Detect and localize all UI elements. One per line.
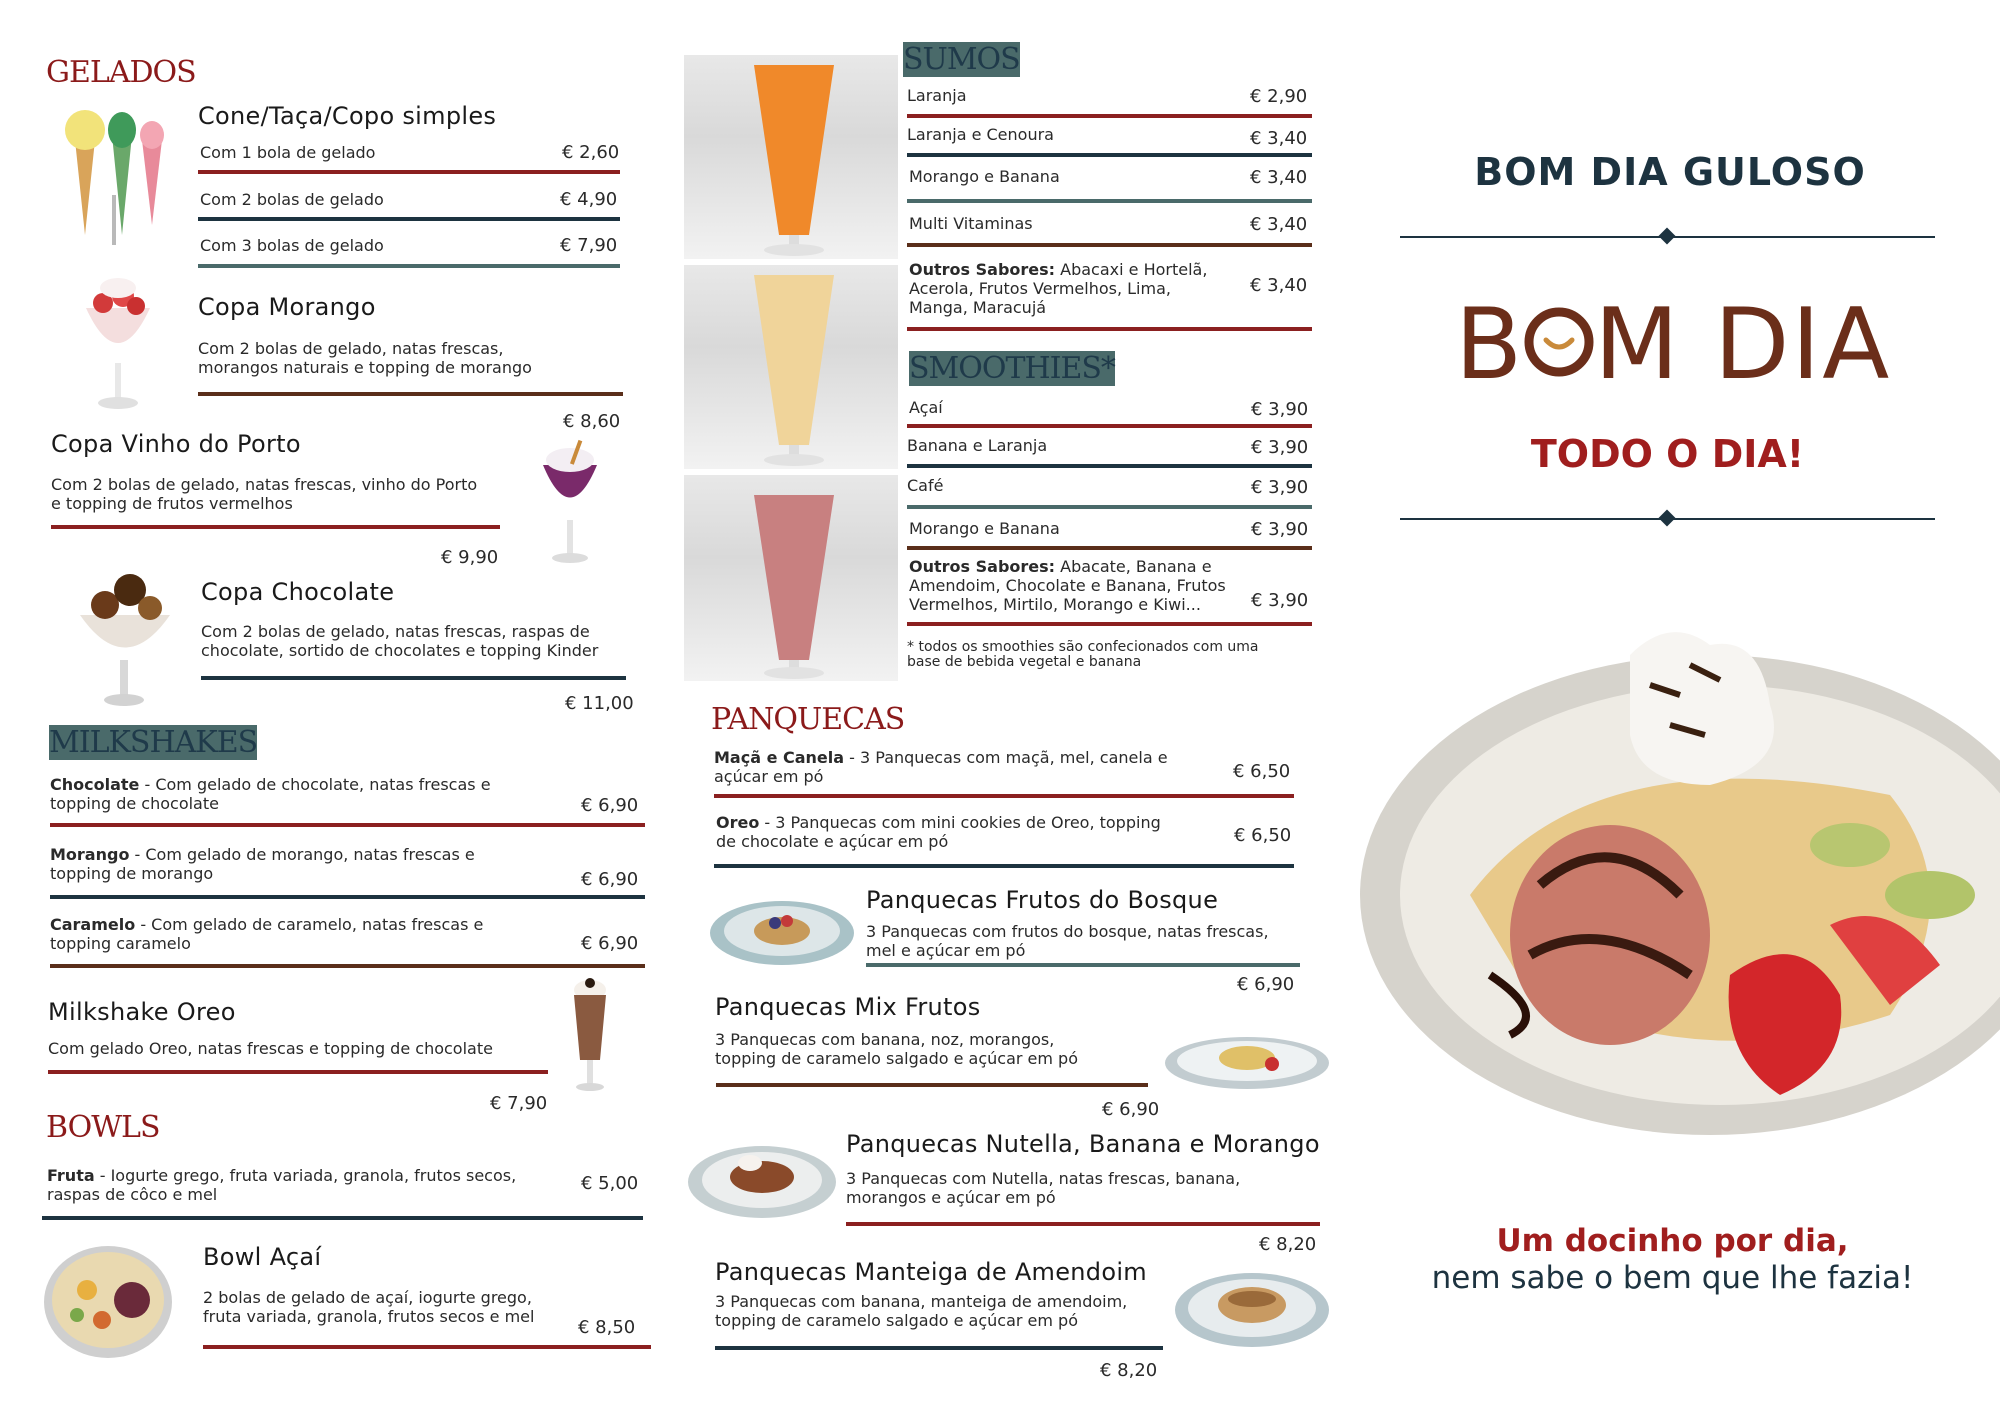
smoothies-outros: Outros Sabores: Abacate, Banana e Amendoim, Chocolate e Banana, Frutos Vermelhos, Mirtilo, Morango e Kiwi... bbox=[909, 557, 1226, 614]
divider bbox=[201, 676, 626, 680]
divider bbox=[907, 153, 1312, 157]
copa-chocolate-desc: Com 2 bolas de gelado, natas frescas, raspas de chocolate, sortido de chocolates e topping Kinder bbox=[201, 622, 599, 660]
divider bbox=[846, 1222, 1320, 1226]
simple-row-price: € 7,90 bbox=[560, 235, 618, 256]
panqueca-bosque-image bbox=[707, 893, 857, 968]
copa-chocolate-image bbox=[75, 560, 175, 710]
brand-header: BOM DIA GULOSO bbox=[1474, 150, 1866, 194]
simple-row-price: € 4,90 bbox=[560, 189, 618, 210]
panqueca-maca-price: € 6,50 bbox=[1233, 761, 1291, 782]
bowl-acai-title: Bowl Açaí bbox=[203, 1243, 322, 1271]
divider bbox=[51, 525, 500, 529]
milkshake-price: € 6,90 bbox=[581, 933, 639, 954]
sumo-label: Morango e Banana bbox=[909, 167, 1060, 186]
copa-porto-image bbox=[535, 435, 605, 570]
panqueca-bosque-desc: 3 Panquecas com frutos do bosque, natas frescas, mel e açúcar em pó bbox=[866, 922, 1269, 960]
copa-porto-desc: Com 2 bolas de gelado, natas frescas, vinho do Porto e topping de frutos vermelhos bbox=[51, 475, 478, 513]
copa-morango-desc: Com 2 bolas de gelado, natas frescas, morangos naturais e topping de morango bbox=[198, 339, 532, 377]
panqueca-mix-title: Panquecas Mix Frutos bbox=[715, 993, 981, 1021]
divider bbox=[907, 199, 1312, 203]
sumo-label: Multi Vitaminas bbox=[909, 214, 1033, 233]
divider bbox=[715, 1346, 1163, 1350]
sumo-label: Laranja bbox=[907, 86, 967, 105]
brand-logo: B M DIA bbox=[1455, 288, 1892, 402]
bowl-acai-price: € 8,50 bbox=[578, 1317, 636, 1338]
panqueca-nutella-price: € 8,20 bbox=[1259, 1234, 1317, 1255]
sumos-outros: Outros Sabores: Abacaxi e Hortelã, Acerola, Frutos Vermelhos, Lima, Manga, Maracujá bbox=[909, 260, 1208, 317]
milkshake-item: Chocolate - Com gelado de chocolate, natas frescas e topping de chocolate bbox=[50, 775, 491, 813]
smoothie-price: € 3,90 bbox=[1251, 477, 1309, 498]
bowl-acai-desc: 2 bolas de gelado de açaí, iogurte grego, fruta variada, granola, frutos secos e mel bbox=[203, 1288, 535, 1326]
panqueca-mix-price: € 6,90 bbox=[1102, 1099, 1160, 1120]
sumo-label: Laranja e Cenoura bbox=[907, 125, 1054, 144]
sumo-price: € 3,40 bbox=[1250, 167, 1308, 188]
divider bbox=[866, 963, 1300, 967]
slogan-line-2: nem sabe o bem que lhe fazia! bbox=[1431, 1260, 1914, 1296]
smoothie-label: Açaí bbox=[909, 398, 943, 417]
divider bbox=[907, 546, 1312, 550]
bowl-fruta-desc: Fruta - Iogurte grego, fruta variada, granola, frutos secos, raspas de côco e mel bbox=[47, 1166, 517, 1204]
panqueca-nutella-image bbox=[686, 1137, 838, 1222]
divider bbox=[907, 327, 1312, 331]
copa-morango-price: € 8,60 bbox=[563, 411, 621, 432]
milkshake-oreo-title: Milkshake Oreo bbox=[48, 998, 236, 1026]
berry-smoothie-photo bbox=[684, 475, 898, 681]
smoothie-label: Banana e Laranja bbox=[907, 436, 1048, 455]
ice-cream-cones-image bbox=[50, 95, 175, 245]
panqueca-maca: Maçã e Canela - 3 Panquecas com maçã, mel, canela e açúcar em pó bbox=[714, 748, 1168, 786]
slogan-line-1: Um docinho por dia, bbox=[1496, 1223, 1849, 1259]
panqueca-manteiga-price: € 8,20 bbox=[1100, 1360, 1158, 1381]
simple-row-label: Com 2 bolas de gelado bbox=[200, 190, 384, 209]
divider bbox=[714, 794, 1294, 798]
divider bbox=[203, 1345, 651, 1349]
bowls-title: BOWLS bbox=[46, 1110, 160, 1145]
ornament-diamond bbox=[1659, 510, 1676, 527]
panqueca-mix-image bbox=[1162, 1028, 1332, 1093]
smile-o-icon bbox=[1524, 302, 1594, 384]
divider bbox=[50, 895, 645, 899]
divider bbox=[50, 823, 645, 827]
milkshake-item: Caramelo - Com gelado de caramelo, natas frescas e topping caramelo bbox=[50, 915, 484, 953]
milkshakes-title: MILKSHAKES bbox=[49, 725, 258, 760]
divider bbox=[198, 170, 620, 174]
copa-porto-title: Copa Vinho do Porto bbox=[51, 430, 301, 458]
smoothie-price: € 3,90 bbox=[1251, 437, 1309, 458]
copa-morango-image bbox=[78, 268, 158, 418]
divider bbox=[42, 1216, 643, 1220]
panqueca-manteiga-title: Panquecas Manteiga de Amendoim bbox=[715, 1258, 1147, 1286]
crepe-ice-cream-photo bbox=[1330, 595, 2000, 1155]
milkshake-price: € 6,90 bbox=[581, 795, 639, 816]
panqueca-manteiga-image bbox=[1172, 1265, 1332, 1350]
copa-chocolate-price: € 11,00 bbox=[565, 693, 634, 714]
sumo-price: € 3,40 bbox=[1250, 128, 1308, 149]
divider bbox=[907, 424, 1312, 428]
copa-chocolate-title: Copa Chocolate bbox=[201, 578, 395, 606]
milkshake-oreo-desc: Com gelado Oreo, natas frescas e topping de chocolate bbox=[48, 1039, 493, 1058]
panqueca-bosque-title: Panquecas Frutos do Bosque bbox=[866, 886, 1219, 914]
divider bbox=[907, 464, 1312, 468]
panquecas-title: PANQUECAS bbox=[711, 702, 905, 737]
divider bbox=[907, 114, 1312, 118]
divider bbox=[50, 964, 645, 968]
panqueca-nutella-desc: 3 Panquecas com Nutella, natas frescas, banana, morangos e açúcar em pó bbox=[846, 1169, 1241, 1207]
simple-row-label: Com 1 bola de gelado bbox=[200, 143, 376, 162]
gelados-title: GELADOS bbox=[46, 55, 196, 90]
copa-porto-price: € 9,90 bbox=[441, 547, 499, 568]
smoothie-price: € 3,90 bbox=[1251, 519, 1309, 540]
sumo-price: € 2,90 bbox=[1250, 86, 1308, 107]
banana-smoothie-photo bbox=[684, 265, 898, 469]
smoothies-note: * todos os smoothies são confecionados com uma base de bebida vegetal e banana bbox=[907, 639, 1259, 670]
panqueca-nutella-title: Panquecas Nutella, Banana e Morango bbox=[846, 1130, 1320, 1158]
smoothies-outros-price: € 3,90 bbox=[1251, 590, 1309, 611]
sumos-title: SUMOS bbox=[903, 42, 1020, 77]
sumos-outros-price: € 3,40 bbox=[1250, 275, 1308, 296]
milkshake-item: Morango - Com gelado de morango, natas frescas e topping de morango bbox=[50, 845, 475, 883]
panqueca-manteiga-desc: 3 Panquecas com banana, manteiga de amendoim, topping de caramelo salgado e açúcar em pó bbox=[715, 1292, 1128, 1330]
bowl-fruta-price: € 5,00 bbox=[581, 1173, 639, 1194]
panqueca-bosque-price: € 6,90 bbox=[1237, 974, 1295, 995]
divider bbox=[716, 1083, 1148, 1087]
smoothie-label: Morango e Banana bbox=[909, 519, 1060, 538]
milkshake-oreo-price: € 7,90 bbox=[490, 1093, 548, 1114]
bowl-acai-image bbox=[42, 1240, 177, 1360]
simple-row-label: Com 3 bolas de gelado bbox=[200, 236, 384, 255]
divider bbox=[48, 1070, 548, 1074]
simple-row-price: € 2,60 bbox=[562, 142, 620, 163]
divider bbox=[714, 864, 1294, 868]
divider bbox=[907, 505, 1312, 509]
smoothie-label: Café bbox=[907, 476, 944, 495]
milkshake-price: € 6,90 bbox=[581, 869, 639, 890]
panqueca-oreo: Oreo - 3 Panquecas com mini cookies de Oreo, topping de chocolate e açúcar em pó bbox=[716, 813, 1161, 851]
panqueca-mix-desc: 3 Panquecas com banana, noz, morangos, topping de caramelo salgado e açúcar em pó bbox=[715, 1030, 1078, 1068]
panqueca-oreo-price: € 6,50 bbox=[1234, 825, 1292, 846]
brand-tagline: TODO O DIA! bbox=[1530, 432, 1805, 476]
divider bbox=[907, 622, 1312, 626]
ornament-diamond bbox=[1659, 228, 1676, 245]
divider bbox=[198, 217, 620, 221]
divider bbox=[198, 264, 620, 268]
divider bbox=[907, 243, 1312, 247]
orange-juice-photo bbox=[684, 55, 898, 259]
copa-morango-title: Copa Morango bbox=[198, 293, 376, 321]
smoothie-price: € 3,90 bbox=[1251, 399, 1309, 420]
simple-title: Cone/Taça/Copo simples bbox=[198, 102, 497, 130]
smoothies-title: SMOOTHIES* bbox=[909, 351, 1115, 386]
divider bbox=[198, 392, 623, 396]
milkshake-oreo-image bbox=[560, 975, 620, 1100]
sumo-price: € 3,40 bbox=[1250, 214, 1308, 235]
